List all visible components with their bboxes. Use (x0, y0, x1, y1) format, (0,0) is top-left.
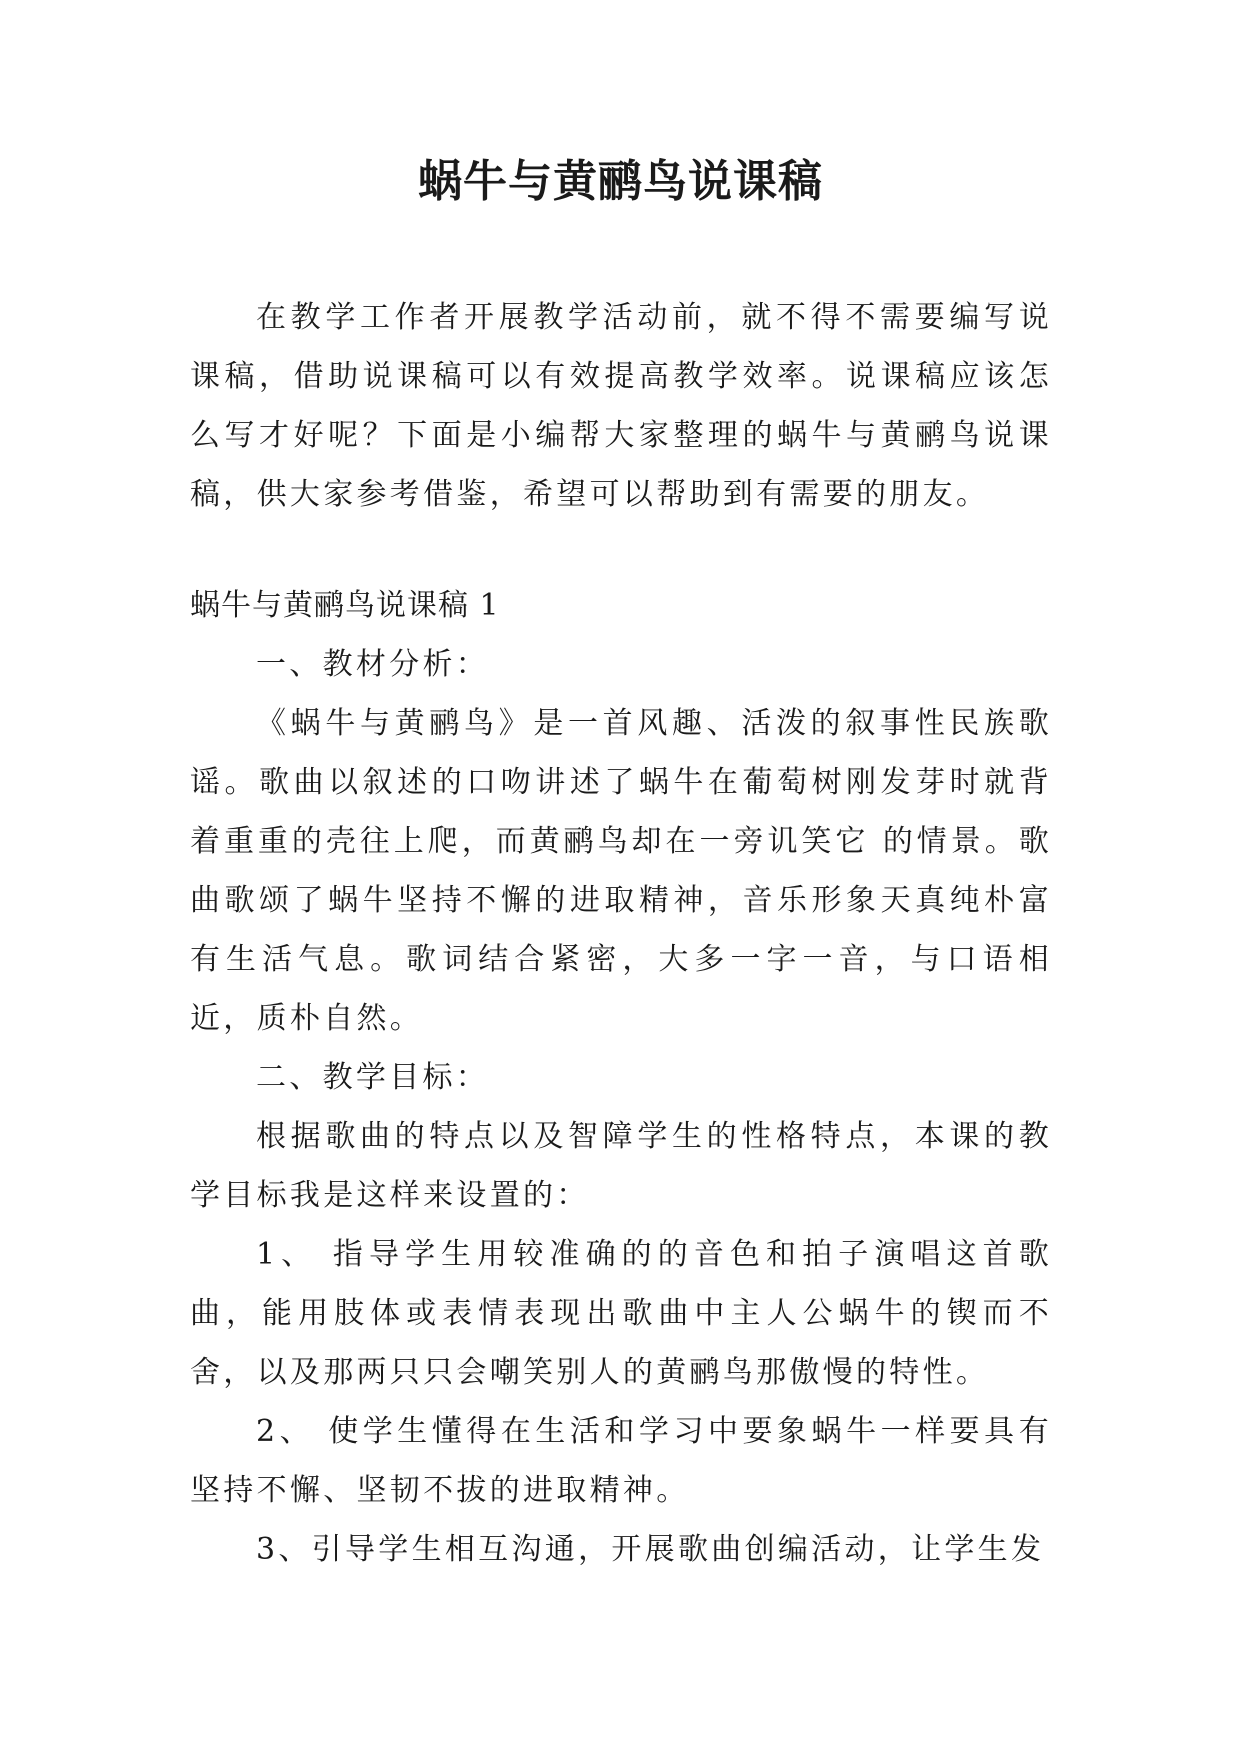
heading-material-analysis: 一、教材分析： (256, 647, 490, 682)
paragraph-teaching-goals: 根据歌曲的特点以及智障学生的性格特点，本课的教学目标我是这样来设置的： (190, 1119, 1052, 1213)
goal-item-3: 3、引导学生相互沟通，开展歌曲创编活动，让学生发 (256, 1532, 1045, 1567)
heading-teaching-goals: 二、教学目标： (256, 1060, 490, 1095)
goal-item-2: 2、 使学生懂得在生活和学习中要象蜗牛一样要具有坚持不懈、坚韧不拔的进取精神。 (190, 1414, 1052, 1508)
document-body (190, 288, 1052, 1579)
goal-item-1: 1、 指导学生用较准确的的音色和拍子演唱这首歌曲，能用肢体或表情表现出歌曲中主人公蜗牛的锲而不舍，以及那两只只会嘲笑别人的黄鹂鸟那傲慢的特性。 (190, 1237, 1052, 1390)
paragraph-material-analysis: 《蜗牛与黄鹂鸟》是一首风趣、活泼的叙事性民族歌谣。歌曲以叙述的口吻讲述了蜗牛在葡萄树刚发芽时就背着重重的壳往上爬，而黄鹂鸟却在一旁讥笑它 的情景。歌曲歌颂了蜗牛坚持不懈的进取精神，音乐形象天真纯朴富有生活气息。歌词结合紧密，大多一字一音，与口语相近，质朴自然。 (190, 706, 1052, 1036)
section-heading: 蜗牛与黄鹂鸟说课稿 1 (190, 588, 500, 623)
intro-paragraph: 在教学工作者开展教学活动前，就不得不需要编写说课稿，借助说课稿可以有效提高教学效率。说课稿应该怎么写才好呢？下面是小编帮大家整理的蜗牛与黄鹂鸟说课稿，供大家参考借鉴，希望可以帮助到有需要的朋友。 (190, 300, 1052, 512)
document-title: 蜗牛与黄鹂鸟说课稿 (418, 156, 823, 207)
